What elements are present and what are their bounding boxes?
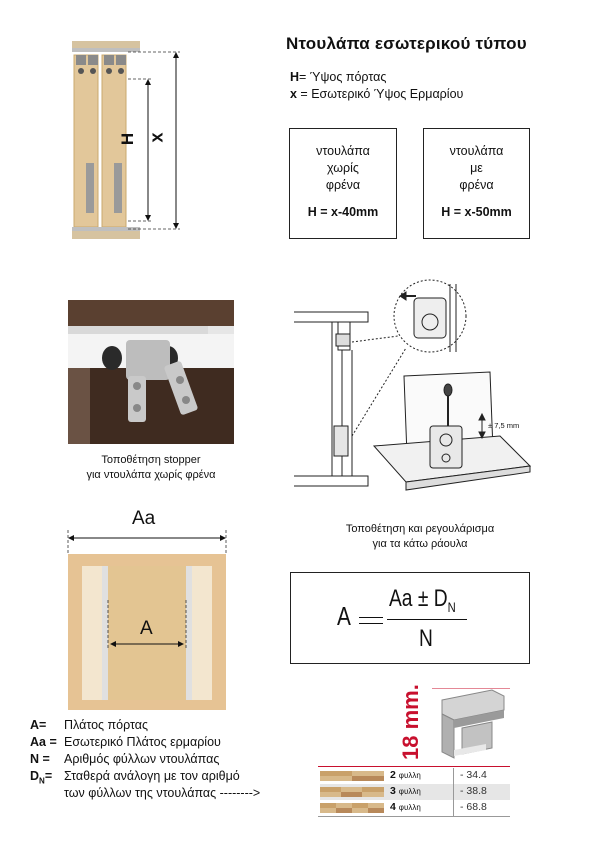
- legend-height: H= Ύψος πόρτας: [290, 70, 387, 84]
- width-diagram-svg: [56, 508, 246, 712]
- leaf-value: - 38.8: [460, 785, 487, 797]
- leaf-value: - 68.8: [460, 801, 487, 813]
- page-title: Ντουλάπα εσωτερικού τύπου: [286, 34, 527, 53]
- variable-row: N = Αριθμός φύλλων ντουλάπας: [30, 752, 220, 766]
- box-brake-line-1: ντουλάπα: [449, 144, 504, 158]
- box-no-brake-line-3: φρένα: [325, 178, 361, 192]
- formula-equals-bottom: [359, 623, 383, 624]
- box-brake-line-3: φρένα: [459, 178, 494, 192]
- formula-lhs: A: [337, 601, 351, 631]
- variable-row: Aa = Εσωτερικό Πλάτος ερμαρίου: [30, 735, 221, 749]
- leaf-count: 3 φυλλη: [390, 785, 421, 797]
- leaf-value: - 34.4: [460, 769, 487, 781]
- formula-numerator: $Aa \pm D_N$: [389, 585, 456, 615]
- leaf-strip-4: [320, 803, 384, 813]
- outer-width-label: Aa: [132, 508, 156, 529]
- roller-caption: [305, 522, 535, 552]
- leaf-count: 4 φυλλη: [390, 801, 421, 813]
- rail-profile-svg: [432, 688, 510, 762]
- leaf-strip-3: [320, 787, 384, 797]
- table-bottom-rule: [318, 816, 510, 817]
- box-no-brake-line-1: ντουλάπα: [316, 144, 370, 158]
- box-brake-line-2: με: [470, 161, 483, 175]
- width-diagram: [56, 508, 246, 712]
- inner-height-label: x: [146, 132, 167, 143]
- formula-box: [290, 572, 530, 664]
- adjust-range-label: ± 7,5 mm: [488, 421, 520, 430]
- table-divider: [318, 766, 510, 767]
- box-brake: [423, 128, 530, 239]
- variable-row: $D_N= \Sigma\tau\alpha\theta\varepsilon\rho ά$ ανάλογη με τον αριθμό: [30, 769, 240, 786]
- height-label: H: [118, 132, 138, 146]
- height-diagram: [72, 33, 196, 245]
- stopper-caption: [58, 453, 244, 483]
- rail-profile: [432, 688, 510, 762]
- door-width-label: A: [140, 618, 153, 639]
- roller-detail-svg: [290, 276, 550, 508]
- leaf-row: [320, 768, 510, 784]
- leaf-count: 2 φυλλη: [390, 769, 421, 781]
- variable-row: A= Πλάτος πόρτας: [30, 718, 149, 732]
- leaf-strip-2: [320, 771, 384, 781]
- stopper-photo-svg: [68, 300, 234, 444]
- stopper-photo: [68, 300, 234, 444]
- legend-inner-height: x = Εσωτερικό Ύψος Ερμαρίου: [290, 87, 464, 101]
- leaf-row: [320, 784, 510, 800]
- table-column-rule: [453, 768, 454, 816]
- roller-detail-drawing: [290, 276, 550, 508]
- leaf-row: [320, 800, 510, 816]
- profile-thickness-label: 18 mm.: [398, 684, 423, 760]
- roller-caption-line-1: Τοποθέτηση και ρεγουλάρισμα: [345, 523, 495, 535]
- formula-fraction-bar: [387, 619, 467, 620]
- box-brake-formula: H = x-50mm: [441, 205, 512, 219]
- roller-caption-line-2: για τα κάτω ράουλα: [372, 538, 468, 550]
- formula-denominator: N: [419, 625, 433, 652]
- formula-equals-top: [359, 617, 383, 618]
- variable-row-continued: των φύλλων της ντουλάπας -------->: [64, 786, 261, 800]
- box-no-brake-formula: H = x-40mm: [307, 205, 379, 219]
- box-no-brake-line-2: χωρίς: [327, 161, 359, 175]
- box-no-brake: [289, 128, 397, 239]
- stopper-caption-line-1: Τοποθέτηση stopper: [101, 454, 201, 466]
- stopper-caption-line-2: για ντουλάπα χωρίς φρένα: [86, 469, 216, 481]
